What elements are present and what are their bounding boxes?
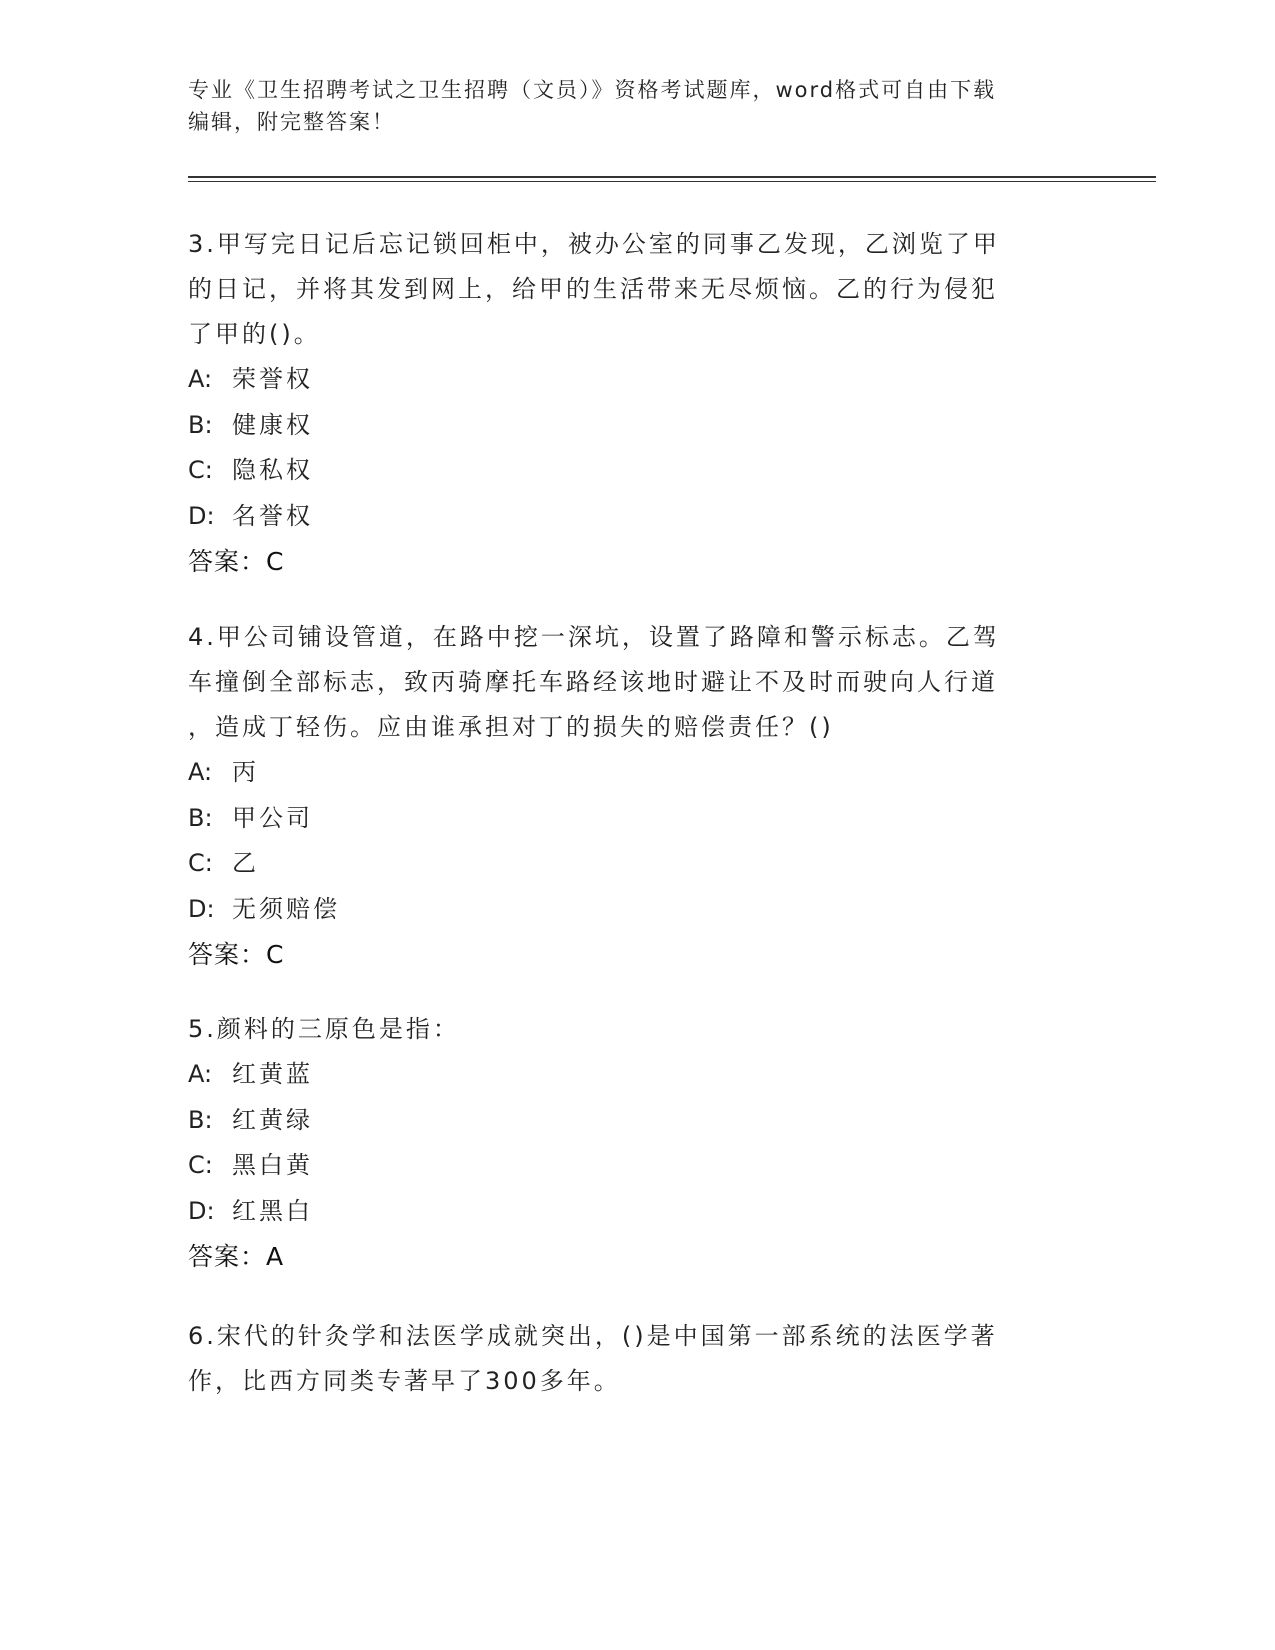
question-4-line-1: 4.甲公司铺设管道，在路中挖一深坑，设置了路障和警示标志。乙驾 bbox=[188, 623, 1000, 651]
option-text: 健康权 bbox=[232, 410, 313, 439]
header-line-1: 专业《卫生招聘考试之卫生招聘（文员）》资格考试题库，word格式可自由下载 bbox=[188, 78, 997, 102]
document-header bbox=[188, 74, 1088, 138]
option-letter: B: bbox=[188, 803, 213, 832]
question-4-option-c bbox=[188, 841, 1068, 887]
question-6-line-2: 作，比西方同类专著早了300多年。 bbox=[188, 1367, 621, 1395]
question-5-answer: 答案：A bbox=[188, 1242, 285, 1271]
question-3-option-b bbox=[188, 403, 1068, 449]
option-text: 乙 bbox=[232, 849, 259, 877]
question-3-line-2: 的日记，并将其发到网上，给甲的生活带来无尽烦恼。乙的行为侵犯 bbox=[188, 275, 998, 303]
header-divider-thin bbox=[188, 181, 1156, 182]
question-4-option-a bbox=[188, 750, 1068, 796]
option-letter: C: bbox=[188, 1151, 213, 1179]
option-text: 黑白黄 bbox=[232, 1151, 313, 1179]
question-3-option-c bbox=[188, 448, 1068, 494]
option-text: 无须赔偿 bbox=[232, 894, 340, 923]
option-text: 红黄绿 bbox=[232, 1105, 313, 1134]
header-line-2: 编辑，附完整答案！ bbox=[188, 110, 395, 134]
question-5-option-c bbox=[188, 1143, 1068, 1189]
option-letter: A: bbox=[188, 1060, 213, 1088]
question-5 bbox=[188, 1007, 1068, 1280]
question-4-line-2: 车撞倒全部标志，致丙骑摩托车路经该地时避让不及时而驶向人行道 bbox=[188, 668, 998, 696]
question-5-option-a bbox=[188, 1052, 1068, 1098]
option-letter: A: bbox=[188, 758, 213, 786]
question-5-option-d bbox=[188, 1189, 1068, 1235]
option-letter: C: bbox=[188, 456, 213, 484]
option-letter: A: bbox=[188, 365, 213, 393]
question-3 bbox=[188, 222, 1068, 585]
question-3-option-a bbox=[188, 357, 1068, 403]
option-text: 名誉权 bbox=[232, 501, 313, 530]
option-text: 荣誉权 bbox=[232, 365, 313, 393]
question-3-line-1: 3.甲写完日记后忘记锁回柜中，被办公室的同事乙发现，乙浏览了甲 bbox=[188, 230, 1000, 258]
question-3-answer: 答案：C bbox=[188, 547, 285, 576]
option-text: 甲公司 bbox=[232, 803, 313, 832]
question-4-option-b bbox=[188, 796, 1068, 842]
option-letter: D: bbox=[188, 501, 215, 530]
option-letter: B: bbox=[188, 1105, 213, 1134]
question-3-option-d bbox=[188, 494, 1068, 540]
option-letter: D: bbox=[188, 894, 215, 923]
question-4-answer: 答案：C bbox=[188, 940, 285, 969]
option-text: 隐私权 bbox=[232, 456, 313, 484]
question-5-line-1: 5.颜料的三原色是指： bbox=[188, 1015, 460, 1043]
option-text: 丙 bbox=[232, 758, 259, 786]
header-divider-thick bbox=[188, 176, 1156, 178]
question-4 bbox=[188, 615, 1068, 978]
option-letter: C: bbox=[188, 849, 213, 877]
question-3-line-3: 了甲的()。 bbox=[188, 320, 321, 348]
option-letter: B: bbox=[188, 410, 213, 439]
option-text: 红黄蓝 bbox=[232, 1060, 313, 1088]
question-4-line-3: ，造成丁轻伤。应由谁承担对丁的损失的赔偿责任？() bbox=[188, 713, 834, 741]
option-text: 红黑白 bbox=[232, 1196, 313, 1225]
question-4-option-d bbox=[188, 887, 1068, 933]
option-letter: D: bbox=[188, 1196, 215, 1225]
question-5-option-b bbox=[188, 1098, 1068, 1144]
question-6 bbox=[188, 1314, 1068, 1404]
question-6-line-1: 6.宋代的针灸学和法医学成就突出，()是中国第一部系统的法医学著 bbox=[188, 1322, 998, 1350]
